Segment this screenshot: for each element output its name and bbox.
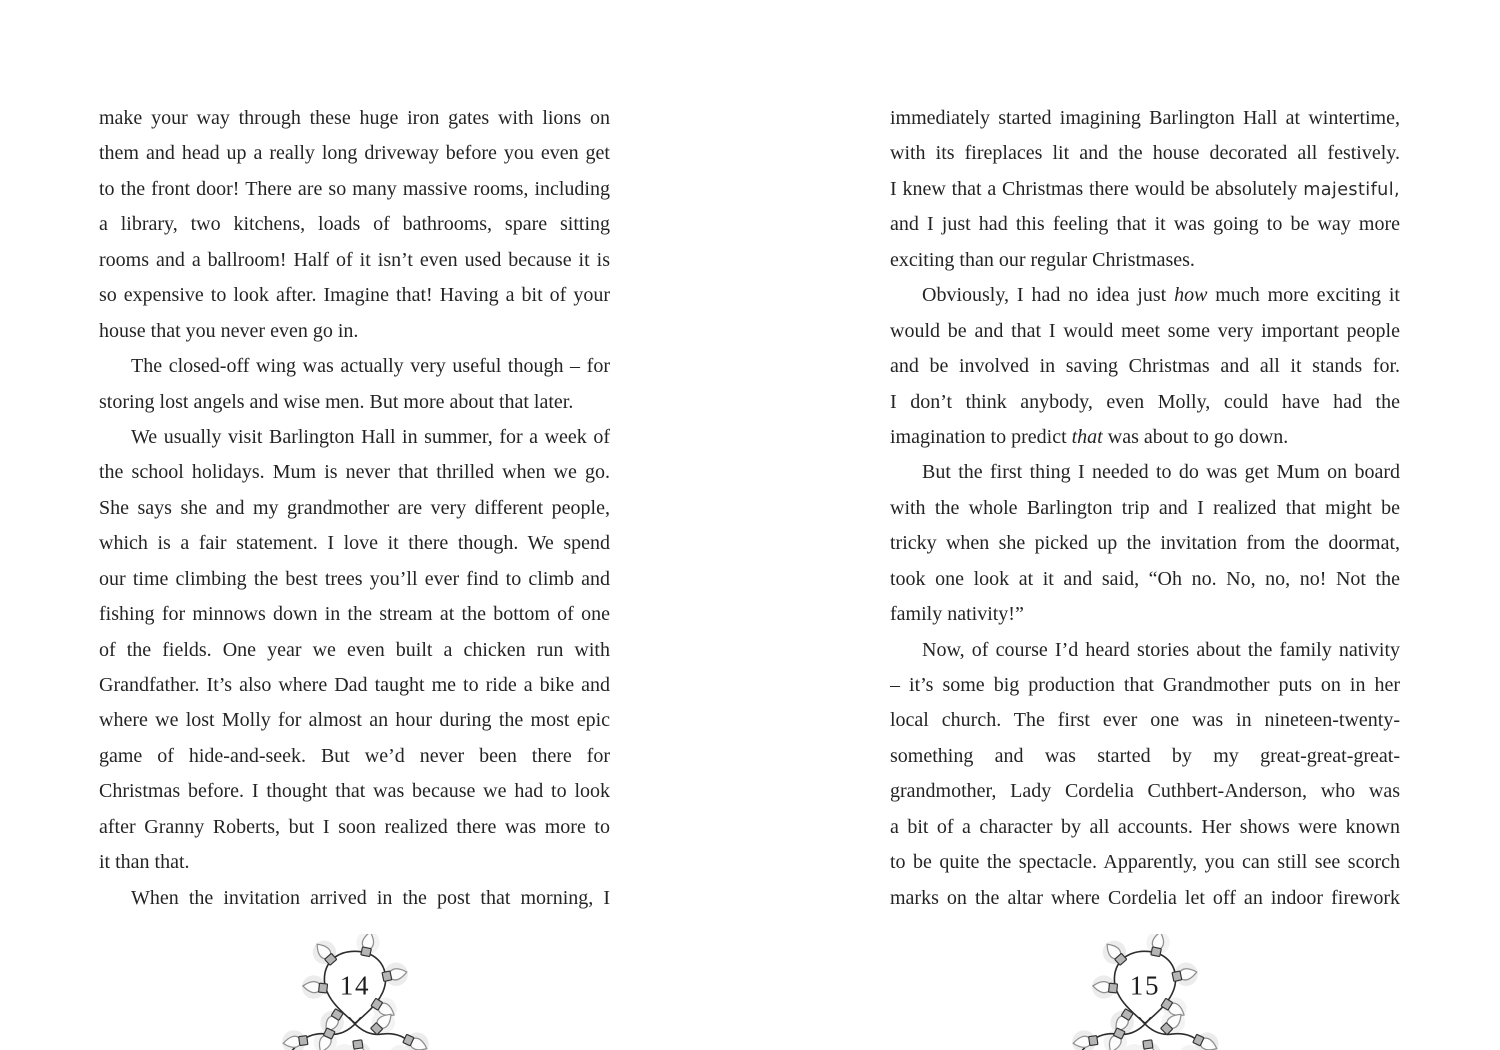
text-line: house that you never even go in. — [99, 319, 359, 342]
text-line: to be quite the spectacle. Apparently, you can still see scorch — [890, 851, 1400, 874]
text-line: tricky when she picked up the invitation from the doormat, — [890, 532, 1400, 555]
text-line: rooms and a ballroom! Half of it isn’t even used because it is — [99, 248, 610, 271]
text-line: family nativity!” — [890, 603, 1024, 626]
page-number: 15 — [1129, 970, 1161, 1001]
text-line: Christmas before. I thought that was because we had to look — [99, 780, 610, 803]
text-line: to the front door! There are so many massive rooms, including — [99, 177, 610, 200]
text-line: When the invitation arrived in the post that morning, I — [131, 886, 610, 909]
text-line: would be and that I would meet some very important people — [890, 319, 1400, 342]
text-line: a bit of a character by all accounts. Her shows were known — [890, 815, 1400, 838]
text-line: the school holidays. Mum is never that thrilled when we go. — [99, 461, 610, 484]
text-line: a library, two kitchens, loads of bathrooms, spare sitting — [99, 213, 610, 236]
text-line: She says she and my grandmother are very different people, — [99, 496, 610, 519]
text-line: our time climbing the best trees you’ll ever find to climb and — [99, 567, 610, 590]
text-line: so expensive to look after. Imagine that! Having a bit of your — [99, 284, 610, 307]
text-line: them and head up a really long driveway before you even get — [99, 142, 610, 165]
text-line: – it’s some big production that Grandmother puts on in her — [890, 674, 1400, 696]
text-line: with its fireplaces lit and the house decorated all festively. — [890, 142, 1400, 165]
text-line: We usually visit Barlington Hall in summer, for a week of — [131, 425, 610, 448]
text-line: and I just had this feeling that it was going to be way more — [890, 213, 1400, 236]
text-line: The closed-off wing was actually very useful though – for — [131, 355, 610, 378]
text-line: I don’t think anybody, even Molly, could have had the — [890, 390, 1400, 413]
text-line: something and was started by my great-great-great- — [890, 744, 1400, 767]
book-page-left-text — [99, 101, 610, 916]
text-line: storing lost angels and wise men. But more about that later. — [99, 390, 574, 413]
text-line: I knew that a Christmas there would be absolutely majestiful, — [890, 177, 1400, 200]
text-line: grandmother, Lady Cordelia Cuthbert-Anderson, who was — [890, 780, 1400, 803]
christmas-lights-ornament-left — [265, 934, 445, 1050]
text-line: of the fields. One year we even built a chicken run with — [99, 638, 610, 661]
text-line: Obviously, I had no idea just how much more exciting it — [922, 284, 1400, 307]
text-line: Grandfather. It’s also where Dad taught me to ride a bike and — [99, 674, 610, 696]
text-line: fishing for minnows down in the stream at the bottom of one — [99, 603, 610, 626]
book-page-right-text — [890, 101, 1400, 916]
page-number: 14 — [339, 970, 371, 1001]
text-line: and be involved in saving Christmas and all it stands for. — [890, 355, 1400, 378]
text-line: took one look at it and said, “Oh no. No, no, no! Not the — [890, 567, 1400, 590]
text-line: with the whole Barlington trip and I realized that might be — [890, 496, 1400, 519]
text-line: imagination to predict that was about to go down. — [890, 425, 1289, 448]
text-line: marks on the altar where Cordelia let off an indoor firework — [890, 886, 1400, 909]
text-line: game of hide-and-seek. But we’d never been there for — [99, 744, 610, 767]
text-line: which is a fair statement. I love it there though. We spend — [99, 532, 610, 555]
text-line: make your way through these huge iron gates with lions on — [99, 107, 610, 129]
text-line: Now, of course I’d heard stories about the family nativity — [922, 638, 1400, 661]
text-line: local church. The first ever one was in nineteen-twenty- — [890, 709, 1400, 732]
text-line: after Granny Roberts, but I soon realized there was more to — [99, 815, 610, 838]
text-line: where we lost Molly for almost an hour during the most epic — [99, 709, 610, 732]
text-line: But the first thing I needed to do was get Mum on board — [922, 461, 1400, 484]
text-line: it than that. — [99, 851, 190, 874]
christmas-lights-ornament-right — [1055, 934, 1235, 1050]
text-line: immediately started imagining Barlington Hall at wintertime, — [890, 107, 1400, 129]
text-line: exciting than our regular Christmases. — [890, 248, 1195, 271]
